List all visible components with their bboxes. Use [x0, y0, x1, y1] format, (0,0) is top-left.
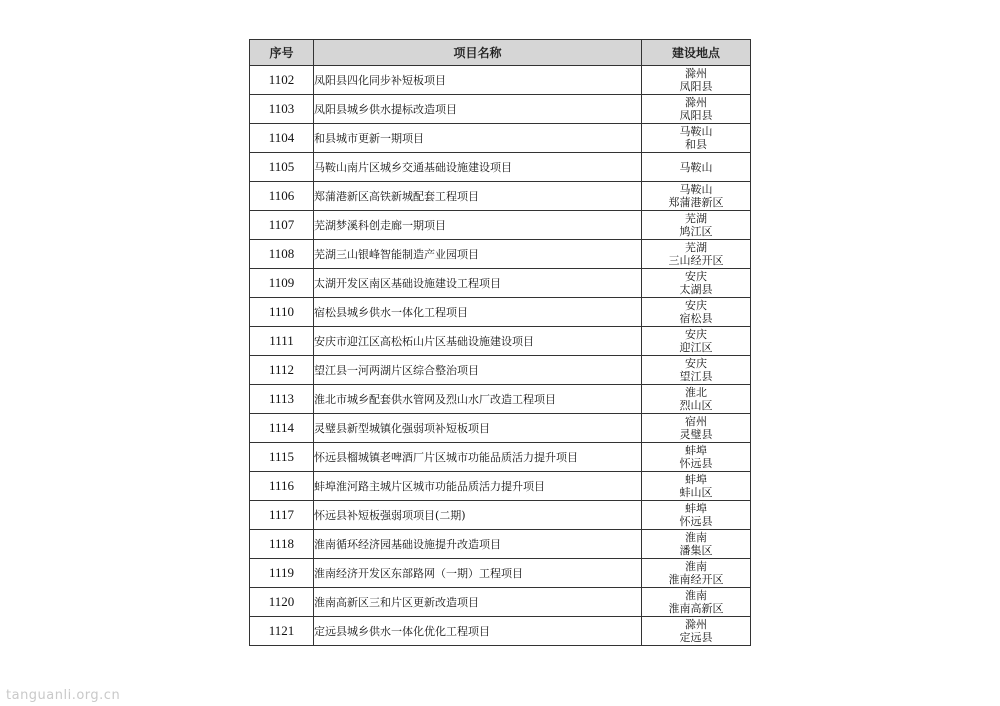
table-row: [250, 501, 751, 530]
location-city: 安庆: [685, 328, 707, 341]
location-district: 望江县: [679, 370, 713, 383]
row-seq: 1111: [250, 327, 314, 356]
row-seq: 1107: [250, 211, 314, 240]
row-seq: 1105: [250, 153, 314, 182]
row-seq: 1106: [250, 182, 314, 211]
location-district: 宿松县: [679, 312, 713, 325]
row-location: [642, 356, 751, 385]
location-city: 滁州: [685, 96, 707, 109]
table-row: [250, 95, 751, 124]
row-project-name: 淮南经济开发区东部路网（一期）工程项目: [314, 559, 642, 588]
table-row: [250, 385, 751, 414]
location-city: 马鞍山: [679, 125, 713, 138]
project-table: [249, 39, 751, 646]
row-seq: 1114: [250, 414, 314, 443]
location-city: 蚌埠: [685, 444, 707, 457]
location-district: 淮南经开区: [668, 573, 724, 586]
table-row: [250, 530, 751, 559]
row-project-name: 定远县城乡供水一体化优化工程项目: [314, 617, 642, 646]
row-seq: 1103: [250, 95, 314, 124]
location-city: 芜湖: [685, 212, 707, 225]
location-district: 三山经开区: [668, 254, 724, 267]
location-district: 烈山区: [679, 399, 713, 412]
location-district: 潘集区: [679, 544, 713, 557]
location-city: 蚌埠: [685, 502, 707, 515]
row-seq: 1110: [250, 298, 314, 327]
row-seq: 1117: [250, 501, 314, 530]
location-city: 淮南: [685, 560, 707, 573]
row-location: [642, 269, 751, 298]
row-project-name: 凤阳县城乡供水提标改造项目: [314, 95, 642, 124]
table-row: [250, 443, 751, 472]
row-seq: 1108: [250, 240, 314, 269]
table-header-row: [250, 40, 751, 66]
table-row: [250, 182, 751, 211]
table-row: [250, 327, 751, 356]
row-location: [642, 443, 751, 472]
row-project-name: 宿松县城乡供水一体化工程项目: [314, 298, 642, 327]
row-location: [642, 66, 751, 95]
row-project-name: 淮南循环经济园基础设施提升改造项目: [314, 530, 642, 559]
location-city: 安庆: [685, 299, 707, 312]
header-seq: 序号: [250, 40, 314, 66]
row-location: [642, 211, 751, 240]
row-location: [642, 472, 751, 501]
location-district: 鸠江区: [679, 225, 713, 238]
table-row: [250, 414, 751, 443]
row-location: [642, 588, 751, 617]
location-city: 安庆: [685, 270, 707, 283]
row-location: [642, 327, 751, 356]
project-table-container: [249, 39, 750, 646]
table-row: [250, 472, 751, 501]
row-seq: 1113: [250, 385, 314, 414]
table-row: [250, 153, 751, 182]
row-project-name: 灵璧县新型城镇化强弱项补短板项目: [314, 414, 642, 443]
location-city: 淮南: [685, 589, 707, 602]
table-row: [250, 617, 751, 646]
table-row: [250, 298, 751, 327]
row-seq: 1112: [250, 356, 314, 385]
location-district: 怀远县: [679, 515, 713, 528]
row-seq: 1104: [250, 124, 314, 153]
location-city: 淮北: [685, 386, 707, 399]
row-project-name: 安庆市迎江区高松柘山片区基础设施建设项目: [314, 327, 642, 356]
row-seq: 1118: [250, 530, 314, 559]
location-city: 蚌埠: [685, 473, 707, 486]
location-district: 怀远县: [679, 457, 713, 470]
location-district: 淮南高新区: [668, 602, 724, 615]
row-project-name: 蚌埠淮河路主城片区城市功能品质活力提升项目: [314, 472, 642, 501]
row-seq: 1120: [250, 588, 314, 617]
table-row: [250, 559, 751, 588]
row-project-name: 怀远县榴城镇老啤酒厂片区城市功能品质活力提升项目: [314, 443, 642, 472]
location-city: 滁州: [685, 618, 707, 631]
row-seq: 1109: [250, 269, 314, 298]
row-seq: 1116: [250, 472, 314, 501]
location-district: 定远县: [679, 631, 713, 644]
location-district: 郑蒲港新区: [668, 196, 724, 209]
row-project-name: 郑蒲港新区高铁新城配套工程项目: [314, 182, 642, 211]
location-city: 芜湖: [685, 241, 707, 254]
table-row: [250, 356, 751, 385]
table-row: [250, 240, 751, 269]
table-row: [250, 66, 751, 95]
location-district: 太湖县: [679, 283, 713, 296]
location-district: 迎江区: [679, 341, 713, 354]
location-city: 安庆: [685, 357, 707, 370]
location-city: 马鞍山: [679, 160, 713, 174]
row-location: [642, 153, 751, 182]
row-seq: 1102: [250, 66, 314, 95]
row-project-name: 凤阳县四化同步补短板项目: [314, 66, 642, 95]
location-city: 马鞍山: [679, 183, 713, 196]
row-location: [642, 124, 751, 153]
table-row: [250, 124, 751, 153]
row-seq: 1119: [250, 559, 314, 588]
table-row: [250, 269, 751, 298]
row-project-name: 马鞍山南片区城乡交通基础设施建设项目: [314, 153, 642, 182]
row-location: [642, 298, 751, 327]
row-project-name: 淮北市城乡配套供水管网及烈山水厂改造工程项目: [314, 385, 642, 414]
location-district: 凤阳县: [679, 109, 713, 122]
row-project-name: 太湖开发区南区基础设施建设工程项目: [314, 269, 642, 298]
row-seq: 1121: [250, 617, 314, 646]
table-body: [250, 66, 751, 646]
row-location: [642, 414, 751, 443]
row-location: [642, 617, 751, 646]
location-city: 滁州: [685, 67, 707, 80]
row-location: [642, 501, 751, 530]
row-project-name: 和县城市更新一期项目: [314, 124, 642, 153]
header-project-name: 项目名称: [314, 40, 642, 66]
location-district: 灵璧县: [679, 428, 713, 441]
row-location: [642, 240, 751, 269]
row-project-name: 淮南高新区三和片区更新改造项目: [314, 588, 642, 617]
location-city: 淮南: [685, 531, 707, 544]
location-district: 凤阳县: [679, 80, 713, 93]
location-district: 和县: [685, 138, 707, 151]
row-location: [642, 530, 751, 559]
location-district: 蚌山区: [679, 486, 713, 499]
header-location: 建设地点: [642, 40, 751, 66]
table-row: [250, 588, 751, 617]
row-location: [642, 95, 751, 124]
row-location: [642, 559, 751, 588]
row-project-name: 怀远县补短板强弱项项目(二期): [314, 501, 642, 530]
watermark-text: tanguanli.org.cn: [6, 688, 121, 703]
location-city: 宿州: [685, 415, 707, 428]
table-row: [250, 211, 751, 240]
row-project-name: 芜湖梦溪科创走廊一期项目: [314, 211, 642, 240]
row-project-name: 望江县一河两湖片区综合整治项目: [314, 356, 642, 385]
row-project-name: 芜湖三山银峰智能制造产业园项目: [314, 240, 642, 269]
row-seq: 1115: [250, 443, 314, 472]
row-location: [642, 182, 751, 211]
row-location: [642, 385, 751, 414]
